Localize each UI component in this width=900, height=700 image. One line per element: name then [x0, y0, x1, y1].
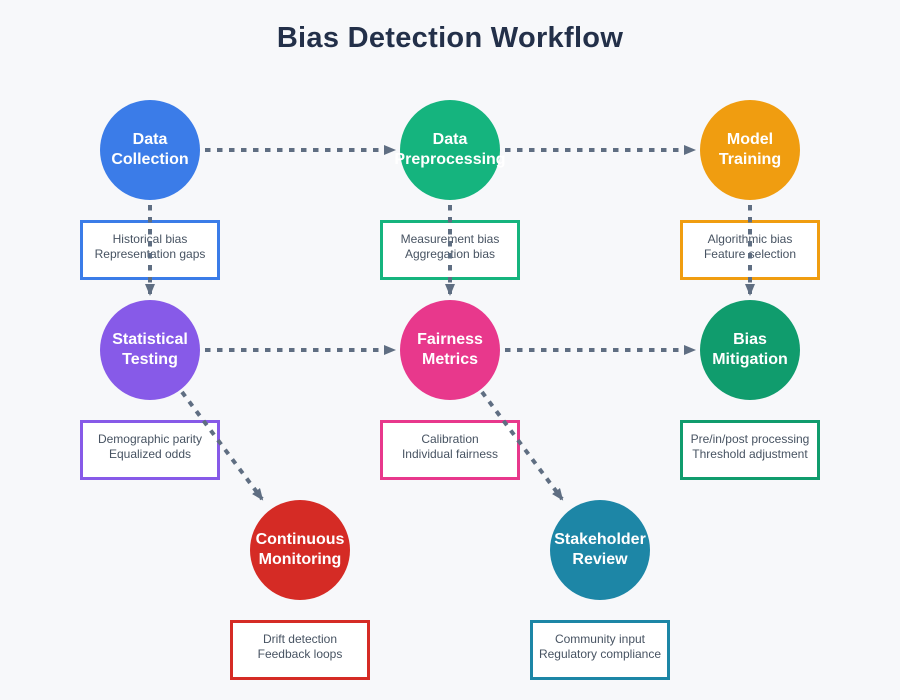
note-line: Algorithmic bias [707, 232, 793, 246]
node-data-collection [100, 100, 200, 200]
note-line: Feedback loops [257, 647, 343, 661]
note-bias-mitigation [680, 420, 820, 480]
node-label-line: Collection [111, 151, 189, 168]
note-line: Feature selection [703, 247, 797, 261]
node-label-line: Metrics [421, 351, 479, 368]
note-data-preprocessing [380, 220, 520, 280]
note-continuous-monitoring [230, 620, 370, 680]
note-stakeholder-review [530, 620, 670, 680]
note-line: Regulatory compliance [538, 647, 662, 661]
node-model-training [700, 100, 800, 200]
note-fairness-metrics [380, 420, 520, 480]
node-label-line: Model [726, 131, 774, 148]
node-bias-mitigation [700, 300, 800, 400]
node-data-preprocessing [394, 100, 506, 200]
note-line: Community input [554, 632, 646, 646]
node-label-line: Preprocessing [394, 151, 506, 168]
node-label-line: Mitigation [712, 351, 788, 368]
node-label-line: Bias [733, 331, 767, 348]
node-label-line: Monitoring [258, 551, 342, 568]
note-line: Drift detection [262, 632, 338, 646]
node-label-line: Data [432, 131, 468, 148]
note-line: Measurement bias [400, 232, 500, 246]
node-label-line: Data [132, 131, 168, 148]
note-line: Aggregation bias [404, 247, 496, 261]
node-label-line: Fairness [417, 331, 483, 348]
note-line: Pre/in/post processing [690, 432, 810, 446]
node-label-line: Statistical [112, 331, 188, 348]
note-data-collection [80, 220, 220, 280]
node-label-line: Continuous [255, 531, 345, 548]
diagram-title: Bias Detection Workflow [276, 22, 624, 54]
node-label-line: Testing [122, 351, 178, 368]
node-label-line: Review [572, 551, 628, 568]
node-stakeholder-review [550, 500, 650, 600]
node-label-line: Stakeholder [554, 531, 646, 548]
note-line: Individual fairness [401, 447, 499, 461]
node-label-line: Training [718, 151, 782, 168]
note-line: Historical bias [112, 232, 188, 246]
note-line: Threshold adjustment [692, 447, 808, 461]
node-statistical-testing [100, 300, 200, 400]
note-statistical-testing [80, 420, 220, 480]
node-fairness-metrics [400, 300, 500, 400]
note-model-training [680, 220, 820, 280]
node-continuous-monitoring [250, 500, 350, 600]
note-line: Calibration [421, 432, 479, 446]
note-line: Representation gaps [94, 247, 206, 261]
note-line: Demographic parity [97, 432, 203, 446]
note-line: Equalized odds [108, 447, 192, 461]
